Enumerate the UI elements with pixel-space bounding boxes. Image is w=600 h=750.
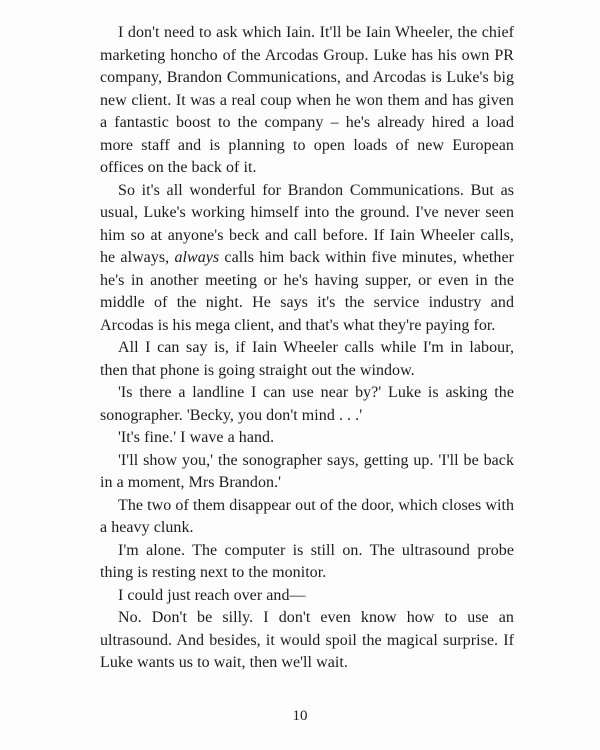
paragraph-2-start: So it's all wonderful for Brandon Communications. But as usual, Luke's working himself into the ground. I've never seen him so at anyone's beck and call before. If Iain Wheeler calls, he always,: [100, 181, 514, 266]
paragraph-9: I could just reach over and—: [118, 586, 306, 604]
paragraph-6: 'I'll show you,' the sonographer says, getting up. 'I'll be back in a moment, Mrs Brandon.': [100, 451, 514, 491]
paragraph-3: All I can say is, if Iain Wheeler calls while I'm in labour, then that phone is going straight out the window.: [100, 339, 514, 379]
paragraph-10: No. Don't be silly. I don't even know how to use an ultrasound. And besides, it would spoil the magical surprise. If Luke wants us to wait, then we'll wait.: [100, 609, 514, 671]
paragraph-8: I'm alone. The computer is still on. The ultrasound probe thing is resting next to the monitor.: [100, 541, 514, 581]
paragraph-7: The two of them disappear out of the door, which closes with a heavy clunk.: [100, 496, 514, 536]
paragraph-4: 'Is there a landline I can use near by?' Luke is asking the sonographer. 'Becky, you don't mind . . .': [100, 384, 514, 424]
paragraph-1: I don't need to ask which Iain. It'll be Iain Wheeler, the chief marketing honcho of the Arcodas Group. Luke has his own PR company, Brandon Communications, and Arcodas is Luke's big new client. It was a real coup when he won them and has given a fantastic boost to the company – he's already hired a load more staff and is planning to open loads of new European offices on the back of it.: [100, 24, 514, 176]
paragraph-2-end: calls him back within five minutes, whether he's in another meeting or he's having supper, or even in the middle of the night. He says it's the service industry and Arcodas is his mega client, and that's what they're paying for.: [100, 249, 514, 334]
paragraph-2: [100, 180, 514, 338]
body-text: [100, 22, 514, 675]
emphasis-always: always: [174, 249, 220, 266]
page-number: 10: [292, 708, 308, 724]
paragraph-5: 'It's fine.' I wave a hand.: [118, 429, 275, 446]
